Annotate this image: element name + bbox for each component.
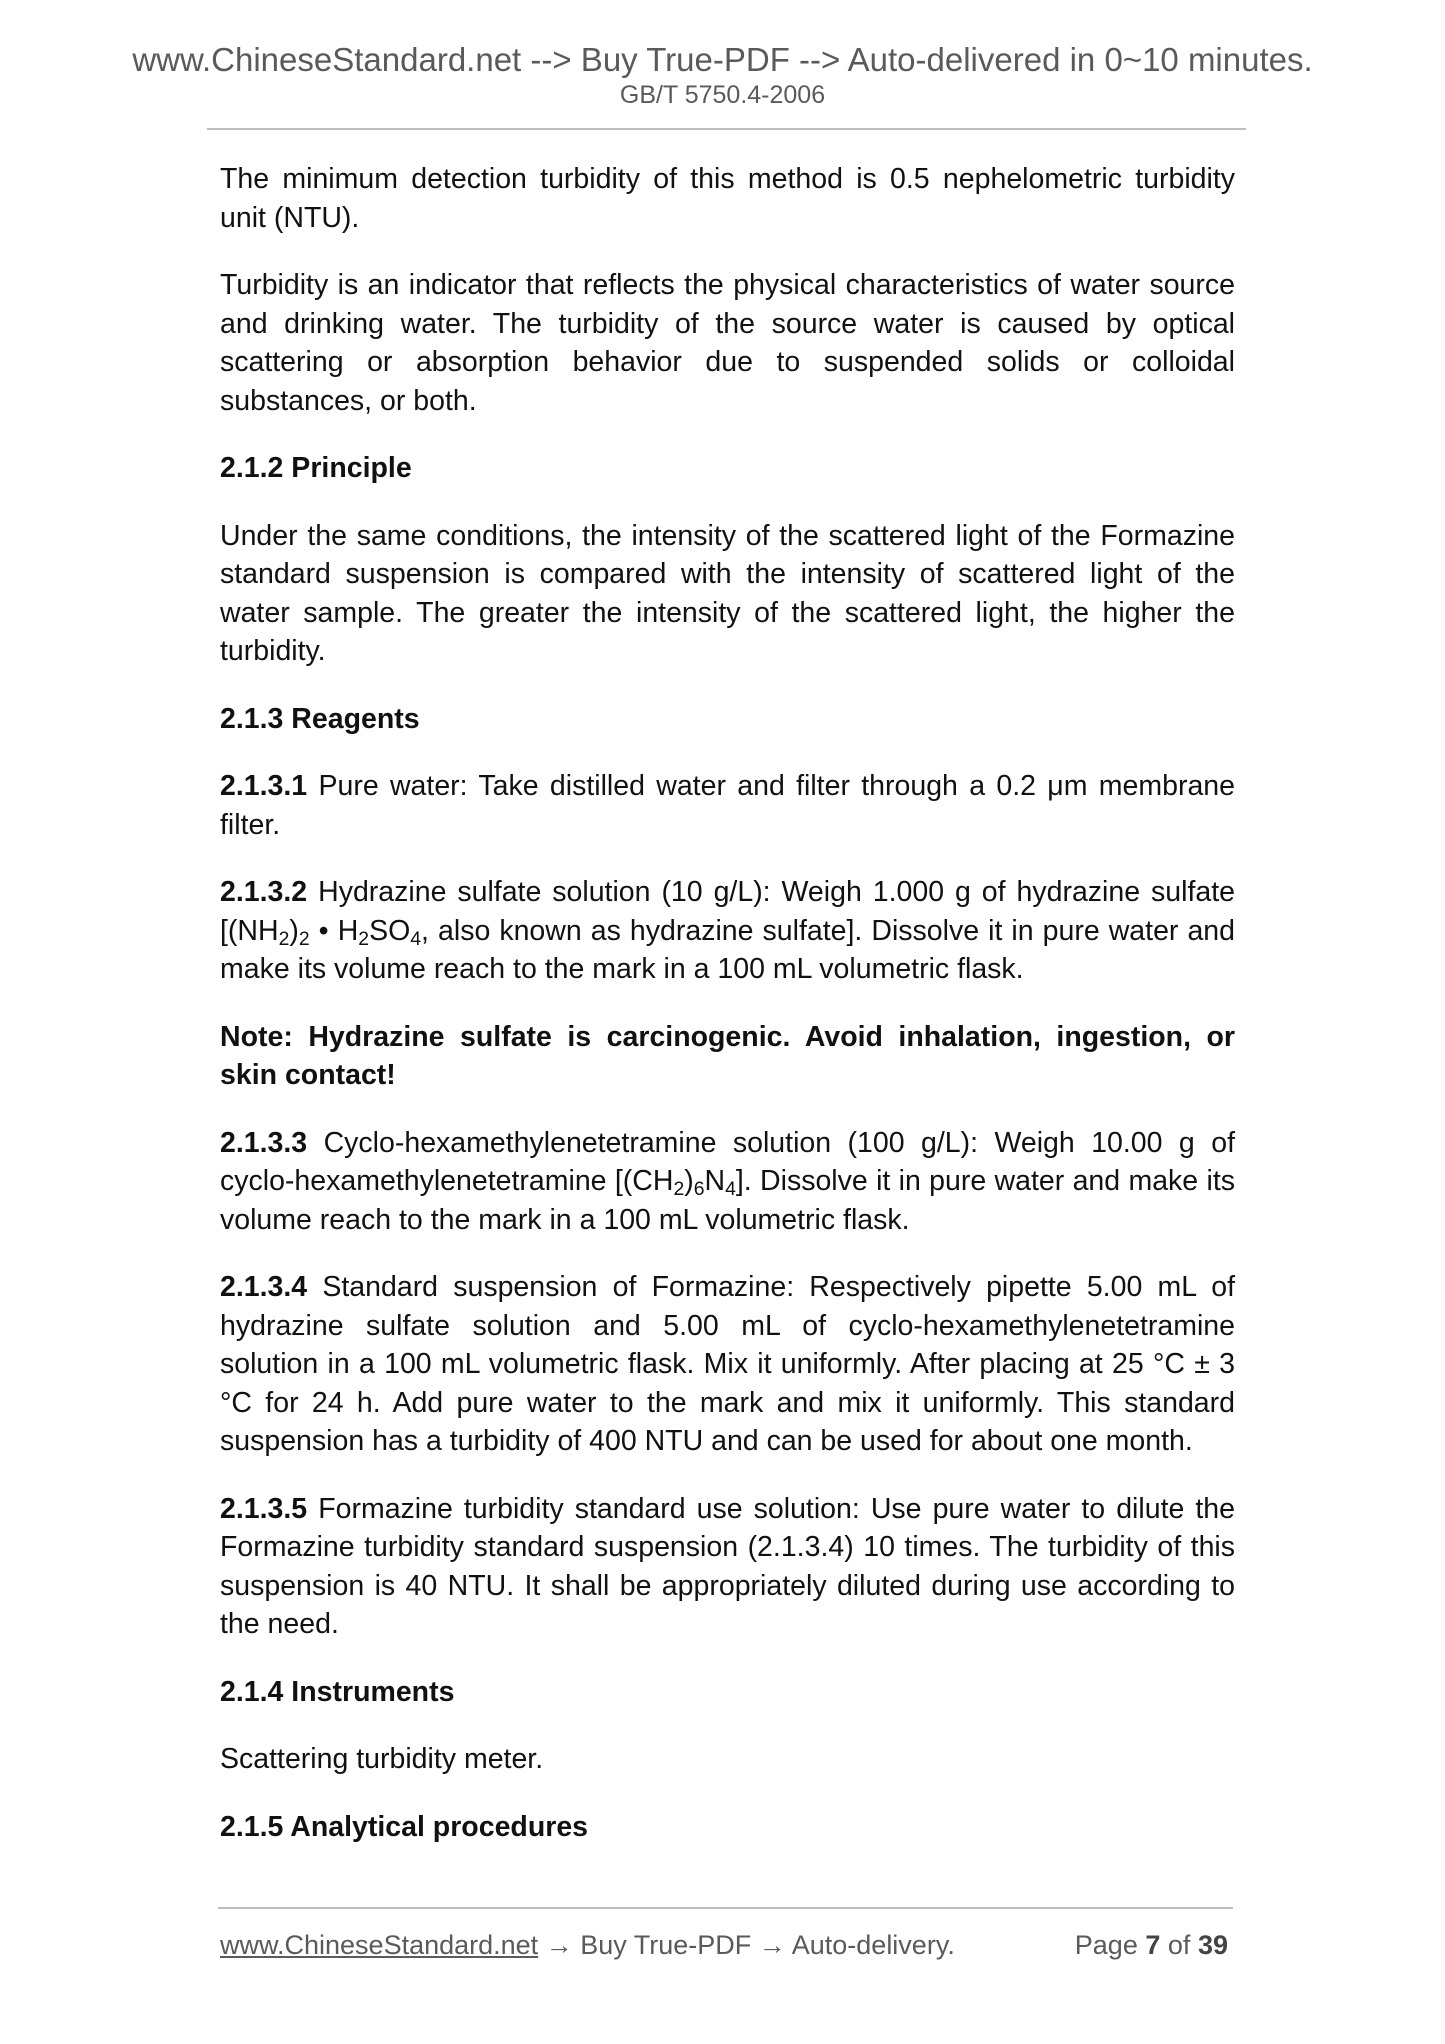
clause-text: Cyclo-hexamethylenetetramine solution (100 g/L): Weigh 10.00 g of cyclo-hexamethylenetetramine [(CH — [220, 1126, 1235, 1197]
header-banner: www.ChineseStandard.net --> Buy True-PDF --> Auto-delivered in 0~10 minutes. — [132, 41, 1313, 78]
clause-text: SO — [369, 914, 411, 947]
subscript: 6 — [693, 1177, 705, 1200]
heading-principle: 2.1.2 Principle — [220, 452, 412, 484]
reagent-hydrazine-sulfate — [220, 873, 1235, 989]
footer-tail: → Buy True-PDF → Auto-delivery. — [538, 1930, 955, 1960]
safety-note: Note: Hydrazine sulfate is carcinogenic. Avoid inhalation, ingestion, or skin contact! — [220, 1020, 1235, 1091]
paragraph-turbidity-definition: Turbidity is an indicator that reflects the physical characteristics of water source and drinking water. The turbidity of the source water is caused by optical scattering or absorption behavior due to suspended solids or colloidal substances, or both. — [220, 269, 1235, 417]
clause-text: , also known as hydrazine sulfate]. Dissolve it in pure water and make its volume reach to the mark in a 100 mL volumetric flask. — [220, 914, 1235, 985]
header-divider — [207, 128, 1246, 130]
paragraph-principle: Under the same conditions, the intensity of the scattered light of the Formazine standard suspension is compared with the intensity of scattered light of the water sample. The greater the intensity of the scattered light, the higher the turbidity. — [220, 519, 1235, 667]
clause-text: Pure water: Take distilled water and filter through a 0.2 μm membrane filter. — [220, 770, 1235, 841]
page-number: 7 — [1145, 1930, 1161, 1960]
heading-instruments: 2.1.4 Instruments — [220, 1675, 455, 1708]
reagent-hexamethylenetetramine — [220, 1124, 1235, 1240]
document-body — [220, 160, 1235, 1875]
clause-text: ]. Dissolve it in pure water and make its volume reach to the mark in a 100 mL volumetric flask. — [220, 1165, 1235, 1236]
clause-number: 2.1.3.1 — [220, 770, 308, 802]
clause-text: Standard suspension of Formazine: Respectively pipette 5.00 mL of hydrazine sulfate solution and 5.00 mL of cyclo-hexamethylenetetramine solution in a 100 mL volumetric flask. Mix it uniformly. After placing at 25 °C ± 3 °C for 24 h. Add pure water to the mark and mix it uniformly. This standard suspension has a turbidity of 400 NTU and can be used for about one month. — [220, 1271, 1235, 1457]
clause-text: N — [704, 1165, 726, 1197]
reagent-formazine-suspension — [220, 1268, 1235, 1461]
page-indicator — [1075, 1925, 1228, 1965]
clause-text: Hydrazine sulfate solution (10 g/L): Weigh 1.000 g of hydrazine sulfate [(NH — [220, 876, 1235, 947]
reagent-formazine-use-solution — [220, 1490, 1235, 1644]
clause-number: 2.1.3.5 — [220, 1492, 308, 1525]
subscript: 4 — [725, 1177, 736, 1200]
heading-analytical-procedures: 2.1.5 Analytical procedures — [220, 1810, 589, 1843]
subscript: 2 — [278, 927, 290, 950]
clause-number: 2.1.3.3 — [220, 1126, 308, 1159]
page-total: 39 — [1197, 1930, 1228, 1960]
subscript: 2 — [358, 927, 370, 950]
paragraph-instruments: Scattering turbidity meter. — [220, 1743, 544, 1775]
clause-text: ) — [684, 1165, 694, 1197]
heading-reagents: 2.1.3 Reagents — [220, 702, 420, 735]
of-label: of — [1167, 1930, 1191, 1960]
page-label: Page — [1074, 1930, 1138, 1960]
clause-text: • H — [309, 914, 359, 947]
paragraph-detection-limit: The minimum detection turbidity of this method is 0.5 nephelometric turbidity unit (NTU). — [220, 163, 1235, 234]
clause-number: 2.1.3.4 — [220, 1271, 308, 1303]
footer-link[interactable]: www.ChineseStandard.net — [220, 1930, 539, 1960]
subscript: 4 — [410, 927, 422, 950]
clause-text: ) — [289, 914, 299, 947]
footer-divider — [218, 1907, 1233, 1909]
subscript: 2 — [673, 1177, 685, 1200]
footer-text — [220, 1925, 955, 1965]
subscript: 2 — [298, 927, 310, 950]
clause-text: Formazine turbidity standard use solution: Use pure water to dilute the Formazine turbidity standard suspension (2.1.3.4) 10 times. The turbidity of this suspension is 40 NTU. It shall be appropriately diluted during use according to the need. — [220, 1492, 1235, 1640]
reagent-pure-water — [220, 767, 1235, 844]
clause-number: 2.1.3.2 — [220, 876, 308, 908]
standard-number: GB/T 5750.4-2006 — [619, 81, 826, 109]
